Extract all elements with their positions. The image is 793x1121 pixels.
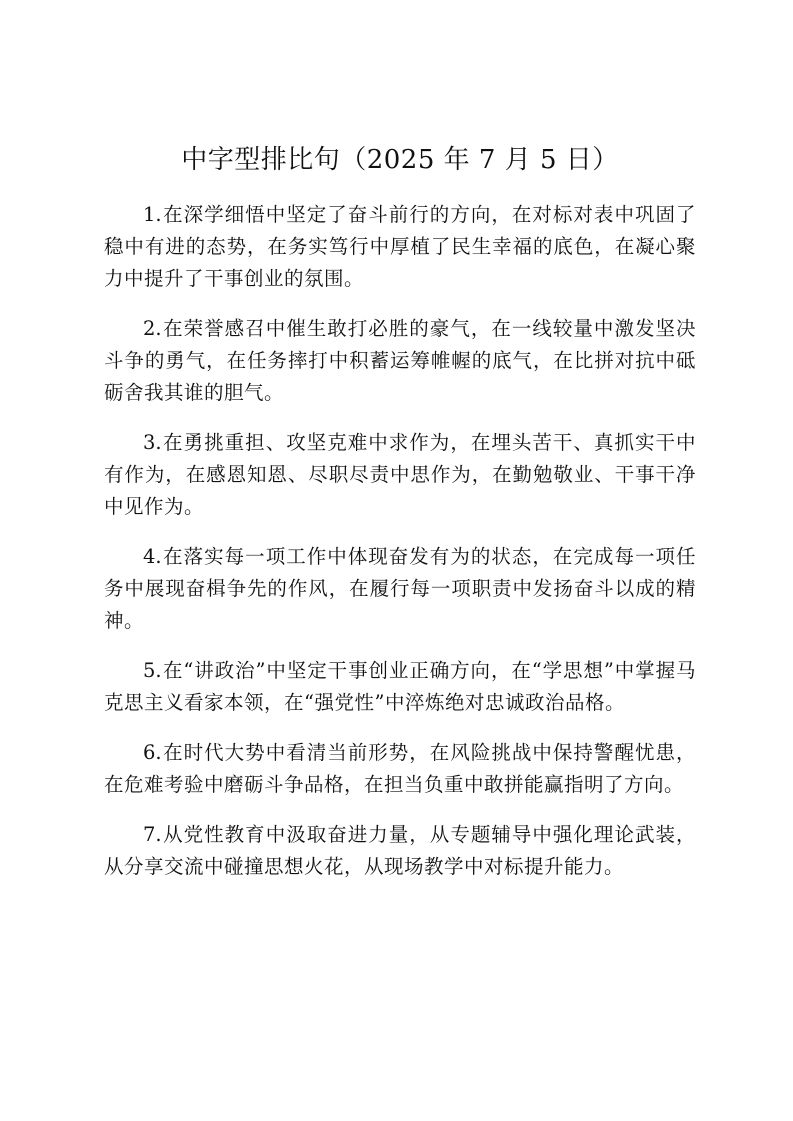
paragraph-6 [104, 737, 696, 801]
paragraph-7 [104, 819, 696, 883]
document-title: 中字型排比句（2025 年 7 月 5 日） [181, 145, 619, 175]
paragraph-text: 在时代大势中看清当前形势，在风险挑战中保持警醒忧患，在危难考验中磨砺斗争品格，在担当负重中敢拼能赢指明了方向。 [104, 741, 696, 796]
paragraph-text: 在“讲政治”中坚定干事创业正确方向，在“学思想”中掌握马克思主义看家本领，在“强党性”中淬炼绝对忠诚政治品格。 [104, 659, 696, 714]
document-body [104, 199, 696, 883]
paragraph-text: 在深学细悟中坚定了奋斗前行的方向，在对标对表中巩固了稳中有进的态势，在务实笃行中厚植了民生幸福的底色，在凝心聚力中提升了干事创业的氛围。 [104, 203, 696, 290]
paragraph-text: 在荣誉感召中催生敢打必胜的豪气，在一线较量中激发坚决斗争的勇气，在任务摔打中积蓄运筹帷幄的底气，在比拼对抗中砥砺舍我其谁的胆气。 [104, 317, 696, 404]
paragraph-text: 从党性教育中汲取奋进力量，从专题辅导中强化理论武装，从分享交流中碰撞思想火花，从现场教学中对标提升能力。 [104, 823, 696, 878]
paragraph-number: 1. [143, 203, 162, 226]
paragraph-4 [104, 541, 696, 637]
paragraph-number: 7. [143, 823, 162, 846]
paragraph-text: 在勇挑重担、攻坚克难中求作为，在埋头苦干、真抓实干中有作为，在感恩知恩、尽职尽责中思作为，在勤勉敬业、干事干净中见作为。 [104, 431, 696, 518]
paragraph-number: 4. [143, 545, 162, 568]
paragraph-text: 在落实每一项工作中体现奋发有为的状态，在完成每一项任务中展现奋楫争先的作风，在履行每一项职责中发扬奋斗以成的精神。 [104, 545, 696, 632]
paragraph-2 [104, 313, 696, 409]
paragraph-3 [104, 427, 696, 523]
paragraph-number: 5. [143, 659, 162, 682]
paragraph-5 [104, 655, 696, 719]
paragraph-1 [104, 199, 696, 295]
paragraph-number: 3. [143, 431, 162, 454]
paragraph-number: 6. [143, 741, 162, 764]
paragraph-number: 2. [143, 317, 162, 340]
